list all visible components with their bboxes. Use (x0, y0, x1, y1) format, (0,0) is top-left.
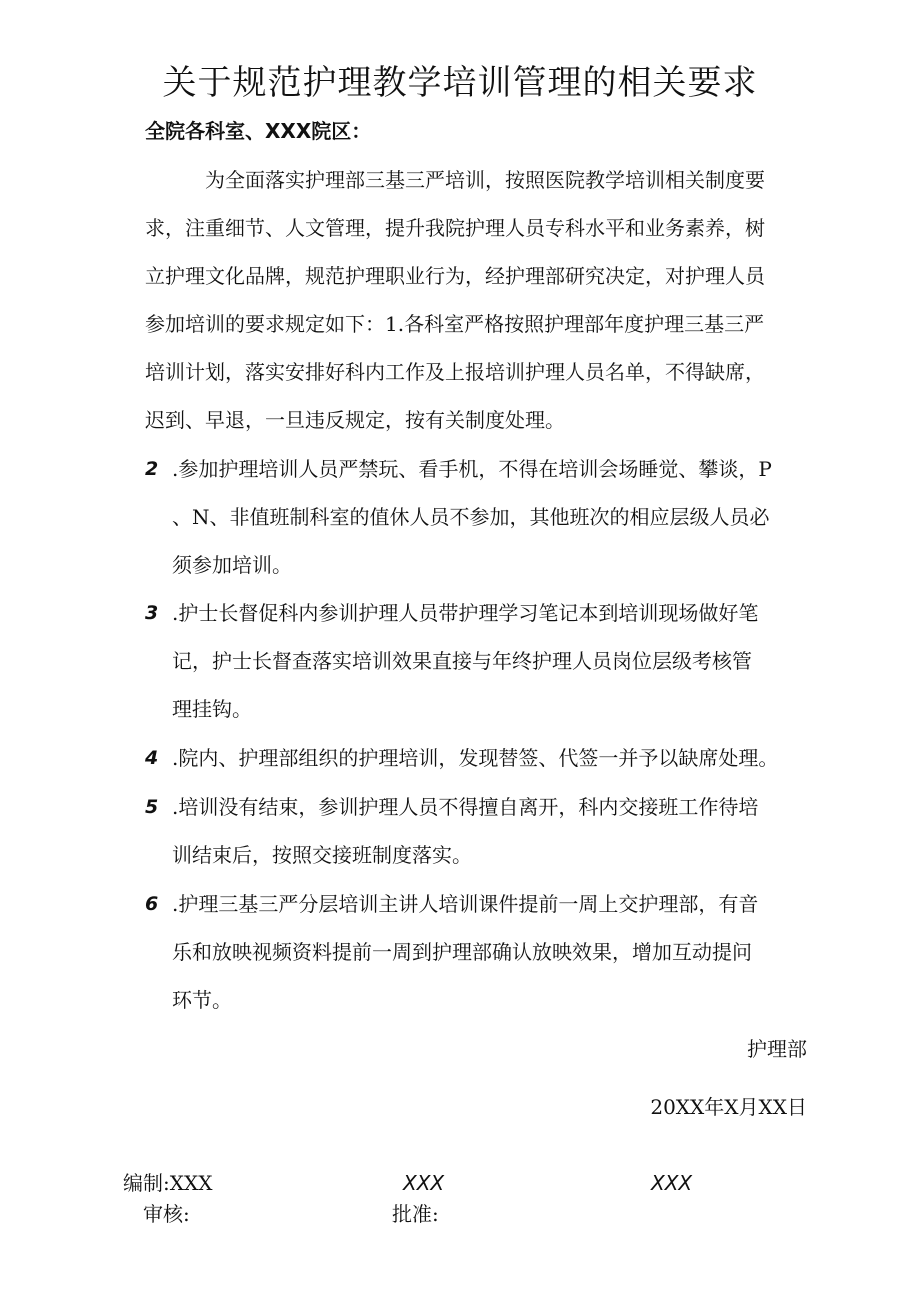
footer-prepared-label: 编制:XXX (123, 1171, 213, 1195)
footer-right-name: XXX (651, 1171, 693, 1195)
item-2-line-3: 须参加培训。 (172, 553, 292, 577)
intro-line-4: 参加培训的要求规定如下：1.各科室严格按照护理部年度护理三基三严 (145, 312, 765, 336)
item-3-line-3: 理挂钩。 (172, 697, 252, 721)
intro-line-1: 为全面落实护理部三基三严培训，按照医院教学培训相关制度要 (205, 168, 765, 192)
item-3-line-2: 记，护士长督查落实培训效果直接与年终护理人员岗位层级考核管 (172, 649, 752, 673)
item-4-line-1: .院内、护理部组织的护理培训，发现替签、代签一并予以缺席处理。 (172, 746, 779, 770)
item-3-line-1: .护士长督促科内参训护理人员带护理学习笔记本到培训现场做好笔 (172, 601, 759, 625)
item-2-number: 2 (145, 458, 159, 480)
item-4-number: 4 (145, 747, 159, 769)
item-3-number: 3 (145, 602, 159, 624)
item-6-line-1: .护理三基三严分层培训主讲人培训课件提前一周上交护理部，有音 (172, 892, 759, 916)
item-6-number: 6 (145, 893, 159, 915)
signature-department: 护理部 (747, 1037, 807, 1061)
item-5-line-1: .培训没有结束，参训护理人员不得擅自离开，科内交接班工作待培 (172, 795, 759, 819)
footer-reviewed-label: 审核: (143, 1202, 190, 1226)
item-6-line-2: 乐和放映视频资料提前一周到护理部确认放映效果，增加互动提问 (172, 940, 752, 964)
item-5-number: 5 (145, 796, 159, 818)
item-2-line-2: 、N、非值班制科室的值休人员不参加，其他班次的相应层级人员必 (172, 505, 770, 529)
signature-date: 20XX年X月XX日 (650, 1095, 807, 1119)
item-2-line-1: .参加护理培训人员严禁玩、看手机，不得在培训会场睡觉、攀谈，P (172, 457, 772, 481)
salutation: 全院各科室、XXX院区： (145, 119, 372, 143)
footer-approved-label: 批准: (392, 1202, 439, 1226)
intro-line-2: 求，注重细节、人文管理，提升我院护理人员专科水平和业务素养，树 (145, 216, 765, 240)
intro-line-5: 培训计划，落实安排好科内工作及上报培训护理人员名单，不得缺席， (145, 360, 765, 384)
footer-middle-name: XXX (403, 1171, 445, 1195)
document-title: 关于规范护理教学培训管理的相关要求 (162, 63, 758, 103)
item-5-line-2: 训结束后，按照交接班制度落实。 (172, 843, 472, 867)
item-6-line-3: 环节。 (172, 988, 232, 1012)
intro-line-3: 立护理文化品牌，规范护理职业行为，经护理部研究决定，对护理人员 (145, 264, 765, 288)
intro-line-6: 迟到、早退，一旦违反规定，按有关制度处理。 (145, 408, 565, 432)
